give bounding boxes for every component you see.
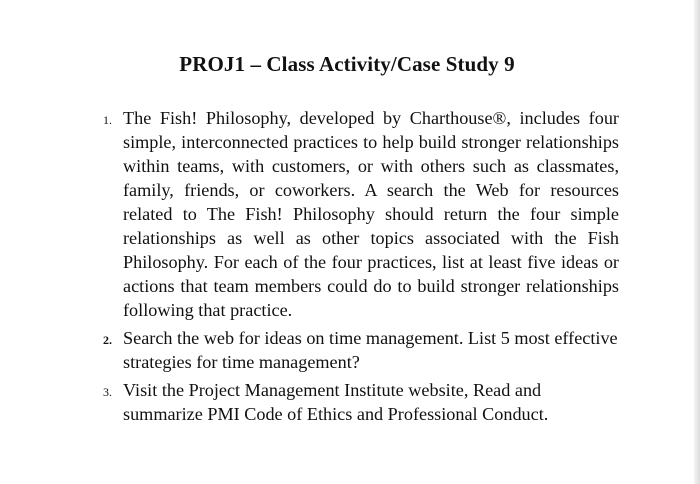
item-number: 2. xyxy=(103,333,112,347)
list-item xyxy=(103,378,619,426)
item-text: Search the web for ideas on time management. List 5 most effective strategies for time management? xyxy=(123,328,618,372)
page-edge-shadow xyxy=(694,0,700,484)
question-list xyxy=(103,106,619,430)
item-text: Visit the Project Management Institute website, Read and summarize PMI Code of Ethics and Professional Conduct. xyxy=(123,380,549,424)
page-title: PROJ1 – Class Activity/Case Study 9 xyxy=(179,52,515,76)
list-item xyxy=(103,106,619,322)
item-number: 1. xyxy=(103,113,112,127)
list-item xyxy=(103,326,619,374)
item-number: 3. xyxy=(103,385,112,399)
item-text: The Fish! Philosophy, developed by Charthouse®, includes four simple, interconnected practices to help build stronger relationships within teams, with customers, or with others such as classmates, family, friends, or coworkers. A search the Web for resources related to The Fish! Philosophy should return the four simple relationships as well as other topics associated with the Fish Philosophy. For each of the four practices, list at least five ideas or actions that team members could do to build stronger relationships following that practice. xyxy=(123,108,619,320)
